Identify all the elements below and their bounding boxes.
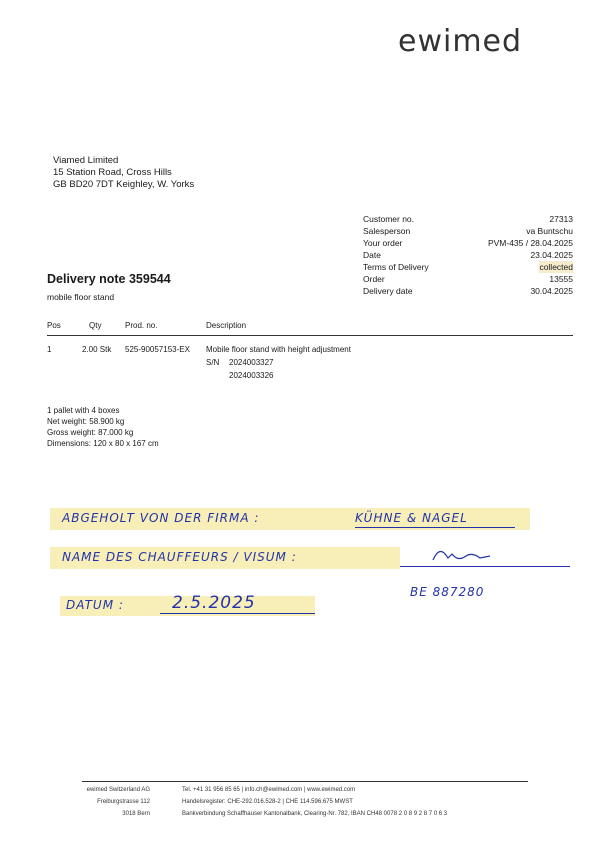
handwritten-driver-value: BE 887280: [410, 585, 485, 599]
footer-register: Handelsregister: CHE-292.016.528-2 | CHE 114.596.675 MWST: [182, 799, 353, 805]
info-value: collected: [539, 262, 573, 272]
company-logo: ewimed: [398, 24, 523, 59]
info-row: [363, 285, 573, 297]
row-qty: 2.00 Stk: [82, 345, 112, 354]
table-row: [47, 345, 573, 385]
signature-line: [160, 613, 315, 614]
row-prod-no: 525-90057153-EX: [125, 345, 190, 354]
column-header: Description: [206, 321, 247, 330]
info-row: [363, 261, 573, 273]
address-line: GB BD20 7DT Keighley, W. Yorks: [53, 179, 195, 190]
document-subtitle: mobile floor stand: [47, 292, 115, 302]
handwritten-company-value: KÜHNE & NAGEL: [355, 511, 468, 525]
table-header: [47, 321, 573, 333]
handwritten-date-label: DATUM :: [66, 598, 124, 612]
footer-contact: Tel. +41 31 956 85 65 | info.ch@ewimed.com | www.ewimed.com: [182, 787, 356, 793]
recipient-address: [53, 155, 194, 191]
footer-company: ewimed Switzerland AG: [86, 787, 150, 793]
footer-city: 3018 Bern: [122, 811, 150, 817]
info-row: [363, 237, 573, 249]
info-row: [363, 249, 573, 261]
footer-divider: [82, 781, 528, 782]
info-value: va Buntschu: [526, 226, 573, 236]
column-header: Prod. no.: [125, 321, 158, 330]
handwritten-company-label: ABGEHOLT VON DER FIRMA :: [62, 511, 260, 525]
serial-number: 2024003327: [229, 358, 274, 367]
column-header: Pos: [47, 321, 61, 330]
serial-label: S/N: [206, 358, 220, 367]
document-info: [363, 213, 573, 297]
note-line: Dimensions: 120 x 80 x 167 cm: [47, 439, 159, 448]
address-line: 15 Station Road, Cross Hills: [53, 167, 172, 178]
info-row: [363, 225, 573, 237]
signature-scribble: [428, 540, 498, 568]
info-label: Your order: [363, 238, 403, 248]
info-label: Delivery date: [363, 286, 413, 296]
address-line: Viamed Limited: [53, 155, 119, 166]
info-label: Terms of Delivery: [363, 262, 429, 272]
note-line: Gross weight: 87.000 kg: [47, 428, 134, 437]
info-value: 27313: [549, 214, 573, 224]
serial-number: 2024003326: [229, 371, 274, 380]
info-label: Date: [363, 250, 381, 260]
column-header: Qty: [89, 321, 102, 330]
handwritten-date-value: 2.5.2025: [172, 593, 256, 613]
info-value: 30.04.2025: [530, 286, 573, 296]
info-value: PVM-435 / 28.04.2025: [487, 238, 573, 248]
signature-line: [355, 527, 515, 528]
row-pos: 1: [47, 345, 52, 354]
info-value: 13555: [549, 274, 573, 284]
info-label: Customer no.: [363, 214, 415, 224]
footer-bank: Bankverbindung Schaffhauser Kantonalbank, Clearing-Nr. 782, IBAN CH48 0078 2 0 8 9 2 8 7 0 6 3: [182, 811, 448, 817]
row-description: Mobile floor stand with height adjustment: [206, 345, 351, 354]
handwritten-driver-label: NAME DES CHAUFFEURS / VISUM :: [62, 550, 297, 564]
info-label: Salesperson: [363, 226, 411, 236]
header-divider: [47, 335, 573, 336]
info-label: Order: [363, 274, 385, 284]
footer-street: Freiburgstrasse 112: [97, 799, 150, 805]
note-line: Net weight: 58.900 kg: [47, 417, 125, 426]
shipping-notes: [47, 405, 159, 449]
info-row: [363, 273, 573, 285]
info-value: 23.04.2025: [530, 250, 573, 260]
note-line: 1 pallet with 4 boxes: [47, 406, 120, 415]
info-row: [363, 213, 573, 225]
document-title: Delivery note 359544: [47, 272, 171, 286]
